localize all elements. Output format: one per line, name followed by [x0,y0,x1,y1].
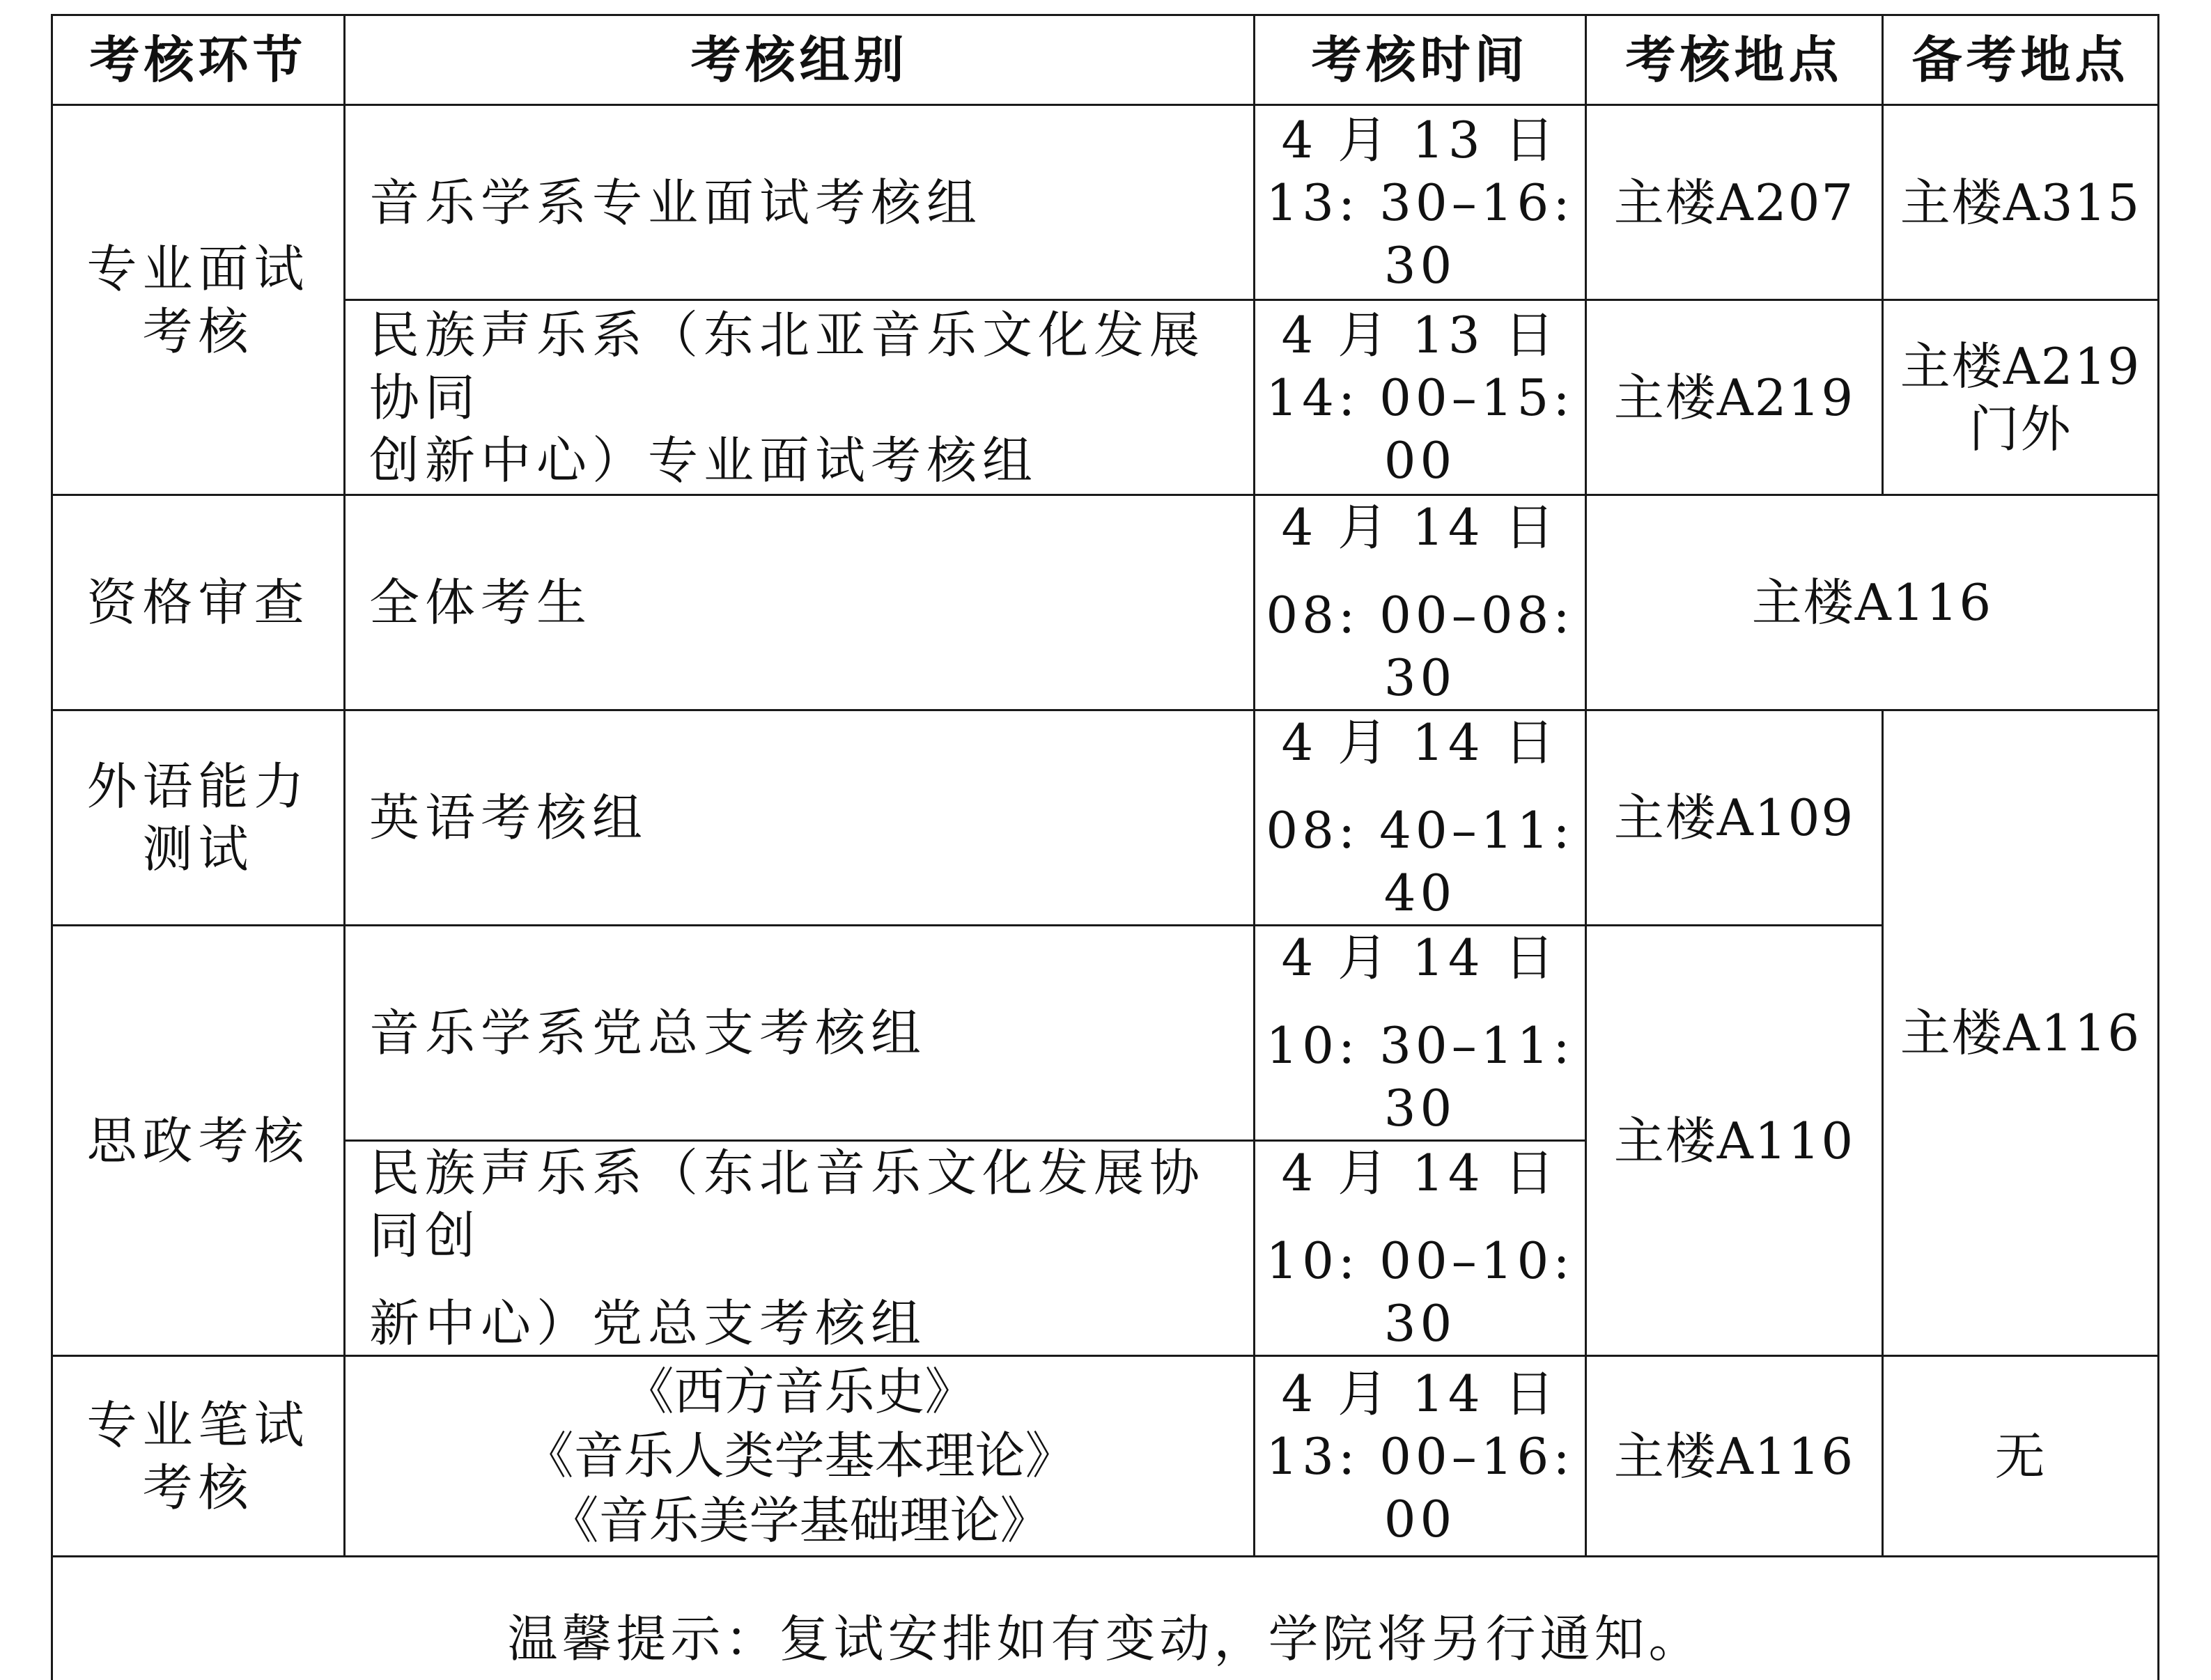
stage-cell-political: 思政考核 [52,926,345,1356]
date-text: 4 月 13 日 [1281,110,1559,169]
group-cell [345,1141,1255,1356]
time-text: 13: 00–16: 00 [1266,1426,1574,1548]
time-cell [1255,1141,1586,1356]
group-label: 民族声乐系（东北亚音乐文化发展协同 [369,305,1206,427]
header-stage: 考核环节 [52,15,345,105]
stage-cell-qualification: 资格审查 [52,495,345,710]
prep-location-cell: 无 [1883,1356,2159,1557]
date-text: 4 月 14 日 [1281,1144,1559,1202]
group-cell: 全体考生 [345,495,1255,710]
date-text: 4 月 14 日 [1281,928,1559,987]
time-text: 10: 30–11: 30 [1266,1016,1574,1137]
stage-label: 专业面试 [86,239,310,298]
time-cell [1255,300,1586,495]
time-text: 10: 00–10: 30 [1266,1231,1574,1353]
header-prep-location: 备考地点 [1883,15,2159,105]
location-cell-merged: 主楼A110 [1586,926,1883,1356]
time-text: 08: 00–08: 30 [1266,586,1574,707]
prep-location-text: 门外 [1969,399,2072,458]
stage-label: 专业笔试 [86,1395,310,1454]
subject-title: 《音乐人类学基本理论》 [523,1426,1076,1486]
group-cell [345,105,1255,300]
time-text: 13: 30–16: 30 [1266,173,1574,295]
header-time: 考核时间 [1255,15,1586,105]
group-cell [345,300,1255,495]
header-group: 考核组别 [345,15,1255,105]
stage-cell-interview [52,105,345,495]
time-cell [1255,926,1586,1141]
location-cell-merged: 主楼A116 [1586,495,2159,710]
stage-label: 考核 [142,1458,254,1517]
location-cell: 主楼A219 [1586,300,1883,495]
time-cell [1255,495,1586,710]
notice-text: 温馨提示：复试安排如有变动，学院将另行通知。 [52,1557,2159,1680]
group-label: 创新中心）专业面试考核组 [369,430,1039,490]
header-location: 考核地点 [1586,15,1883,105]
time-text: 08: 40–11: 40 [1266,801,1574,922]
table-row [52,926,2159,1141]
notice-row [52,1557,2159,1680]
date-text: 4 月 13 日 [1281,305,1559,364]
time-cell [1255,1356,1586,1557]
stage-label: 外语能力 [86,757,310,816]
date-text: 4 月 14 日 [1281,713,1559,772]
prep-location-cell-merged: 主楼A116 [1883,710,2159,1356]
time-cell [1255,710,1586,926]
group-label: 新中心）党总支考核组 [369,1294,927,1353]
prep-location-text: 主楼A219 [1900,336,2141,396]
table-row [52,710,2159,926]
group-label: 民族声乐系（东北音乐文化发展协同创 [369,1144,1206,1265]
date-text: 4 月 14 日 [1281,498,1559,557]
prep-location-cell [1883,300,2159,495]
group-label: 音乐学系专业面试考核组 [369,173,983,232]
stage-label: 测试 [142,820,254,878]
location-cell: 主楼A207 [1586,105,1883,300]
stage-cell-written [52,1356,345,1557]
table-row [52,105,2159,300]
table-row [52,300,2159,495]
group-cell: 英语考核组 [345,710,1255,926]
time-cell [1255,105,1586,300]
group-cell: 音乐学系党总支考核组 [345,926,1255,1141]
group-cell-subjects [345,1356,1255,1557]
header-row [52,15,2159,105]
location-cell: 主楼A109 [1586,710,1883,926]
location-cell: 主楼A116 [1586,1356,1883,1557]
stage-cell-language [52,710,345,926]
prep-location-cell: 主楼A315 [1883,105,2159,300]
exam-schedule-table [51,14,2159,1680]
time-text: 14: 00–15: 00 [1266,368,1574,490]
stage-label: 考核 [142,302,254,361]
date-text: 4 月 14 日 [1281,1364,1559,1423]
subject-title: 《西方音乐史》 [623,1362,975,1422]
subject-title: 《音乐美学基础理论》 [548,1491,1050,1550]
table-row [52,1356,2159,1557]
table-row [52,495,2159,710]
